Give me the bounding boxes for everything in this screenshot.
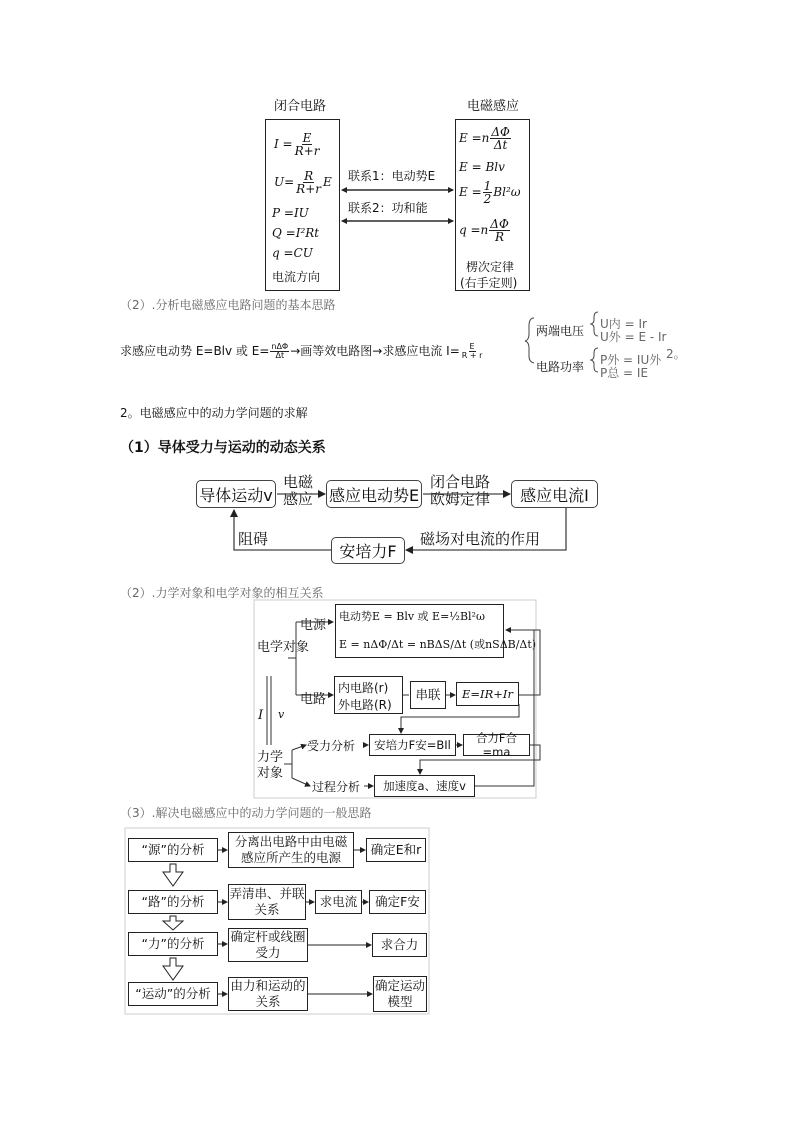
source-label: 电源 [300, 618, 327, 633]
row2-box2: 弄清串、并联关系 [228, 884, 306, 920]
process-analysis: 过程分析 [312, 780, 361, 794]
heading-dynamics: 2。电磁感应中的动力学问题的求解 [120, 406, 308, 420]
row1-result: 确定E和r [366, 838, 426, 862]
formula-blv: E = Blv [459, 160, 505, 174]
row4-box2: 由力和运动的关系 [228, 977, 308, 1011]
net-force-box: 合力F合=ma [463, 734, 530, 756]
formula-power: P =IU [272, 206, 309, 220]
right-title: 电磁感应 [467, 99, 520, 114]
row3-label: “力”的分析 [128, 932, 218, 956]
heading-force-motion: （1）导体受力与运动的动态关系 [120, 440, 326, 456]
formula-faraday: E =n $\frac{\Delta\Phi}{\Delta t}$ [459, 125, 510, 152]
link-I: I [258, 708, 264, 723]
row3-box2: 确定杆或线圈受力 [228, 928, 308, 962]
row1-label: “源”的分析 [128, 838, 218, 862]
mechanical-object: 力学对象 [257, 750, 284, 781]
link-emf: 联系1：电动势E [348, 169, 436, 183]
brace2-b: P总 = IE [600, 366, 649, 380]
diagram2-arrows [234, 494, 566, 550]
row4-result: 确定运动模型 [373, 976, 427, 1012]
arrow4-label: 阻碍 [238, 530, 269, 548]
lenz-law: 楞次定律 [466, 260, 515, 274]
box-induced-emf: 感应电动势E [326, 480, 422, 508]
electric-object: 电学对象 [257, 640, 310, 655]
diagram3-lines [254, 600, 540, 798]
brace2-label: 电路功率 [536, 360, 585, 374]
series-box: 串联 [410, 681, 446, 709]
accel-speed-box: 加速度a、速度v [374, 775, 475, 797]
row2-label: “路”的分析 [128, 890, 218, 914]
formula-current: I = $\frac{E}{R+r}$ [274, 131, 320, 158]
row1-box2: 分离出电路中由电磁感应所产生的电源 [228, 832, 354, 868]
box-ampere-force: 安培力F [331, 537, 405, 564]
source-box-line1: 电动势E = Blv 或 E=½Bl²ω [339, 610, 485, 623]
formula-rotation: E = $\frac{1}{2}$ Bl²ω [459, 179, 521, 206]
section-circuit-thinking: （2）.分析电磁感应电路问题的基本思路 [120, 298, 336, 312]
formula-charge: q =CU [272, 246, 313, 260]
source-box-line2: E = nΔΦ/Δt = nBΔS/Δt (或nSΔB/Δt) [339, 638, 537, 651]
force-analysis: 受力分析 [307, 739, 356, 753]
arrow3-label: 磁场对电流的作用 [420, 530, 541, 548]
row2-result: 确定F安 [369, 890, 426, 914]
flow-tail: 2。 [666, 347, 686, 361]
arrow1-label: 电磁 感应 [283, 473, 314, 508]
flow-braces [525, 312, 598, 372]
formula-heat: Q =I²Rt [272, 226, 320, 240]
row4-label: “运动”的分析 [128, 982, 218, 1006]
formula-q: q =n $\frac{\Delta\Phi}{R}$ [459, 217, 509, 244]
diagram4-lines [125, 828, 429, 1014]
row3-result: 求合力 [372, 933, 427, 957]
eq-box: E=IR+Ir [456, 682, 519, 706]
formula-voltage: U= $\frac{R}{R+r}$ E [274, 169, 332, 196]
link-energy: 联系2：功和能 [348, 201, 428, 215]
brace1-b: U外 = E - Ir [600, 330, 667, 344]
box-conductor-motion: 导体运动v [196, 480, 276, 508]
outer-circuit: 外电路(R) [338, 698, 392, 712]
brace1-a: U内 = Ir [600, 317, 647, 331]
heading-general-approach: （3）.解决电磁感应中的动力学问题的一般思路 [120, 806, 372, 820]
row2-box3: 求电流 [315, 890, 362, 914]
left-title: 闭合电路 [274, 99, 327, 114]
current-direction: 电流方向 [272, 270, 321, 284]
diagram1-arrows [342, 190, 453, 221]
brace2-a: P外 = IU外 [600, 353, 662, 367]
ampere-force-box: 安培力F安=BIl [369, 734, 456, 756]
box-induced-current: 感应电流I [511, 480, 598, 508]
arrow2-label: 闭合电路 欧姆定律 [430, 473, 491, 508]
link-v: v [278, 708, 285, 721]
circuit-label: 电路 [300, 692, 327, 707]
right-hand-rule: (右手定则) [460, 276, 518, 290]
flow-part1: 求感应电动势 E=Blv 或 E= $\frac{\text{nΔΦ}}{\Delta t}$ →画等效电路图→求感应电流 I= $\frac{E}{R + r}$ [120, 342, 483, 360]
brace1-label: 两端电压 [536, 324, 585, 338]
heading-objects-relation: （2）.力学对象和电学对象的相互关系 [120, 586, 324, 600]
inner-circuit: 内电路(r) [338, 681, 389, 695]
